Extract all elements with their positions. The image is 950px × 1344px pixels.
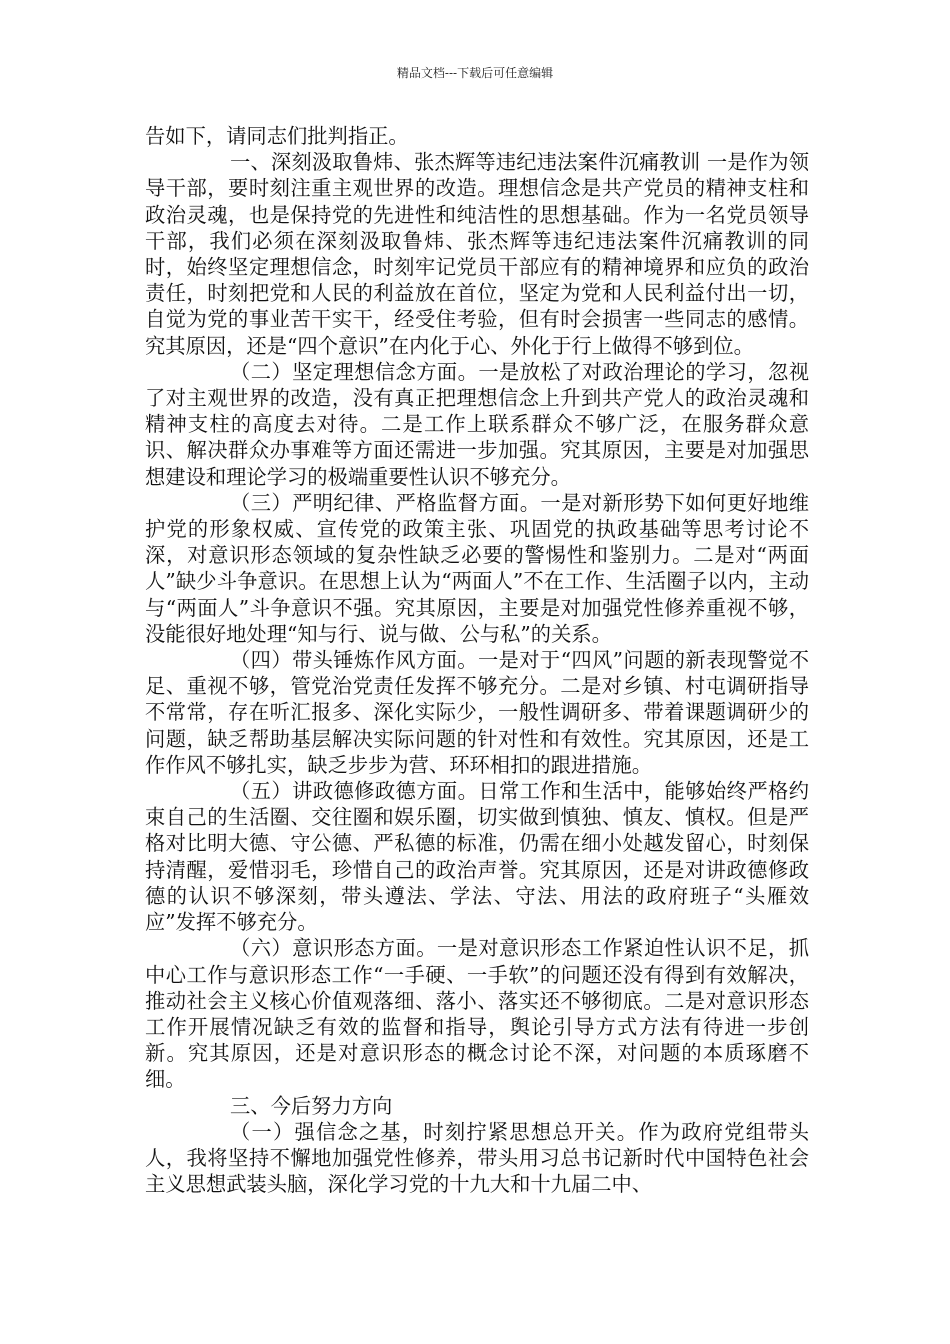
paragraph: （一）强信念之基，时刻拧紧思想总开关。作为政府党组带头人，我将坚持不懈地加强党性修养，带头用习总书记新时代中国特色社会主义思想武装头脑，深化学习党的十九大和十九届二中、 <box>145 1119 809 1197</box>
section-heading: 三、今后努力方向 <box>230 1093 393 1118</box>
paragraph: （五）讲政德修政德方面。日常工作和生活中，能够始终严格约束自己的生活圈、交往圈和娱乐圈，切实做到慎独、慎友、慎权。但是严格对比明大德、守公德、严私德的标准，仍需在细小处越发留心，时刻保持清醒，爱惜羽毛，珍惜自己的政治声誉。究其原因，还是对讲政德修政德的认识不够深刻，带头遵法、学法、守法、用法的政府班子“头雁效应”发挥不够充分。 <box>145 779 809 935</box>
paragraph: （四）带头锤炼作风方面。一是对于“四风”问题的新表现警觉不足、重视不够，管党治党责任发挥不够充分。二是对乡镇、村屯调研指导不常常，存在听汇报多、深化实际少，一般性调研多、带着课题调研少的问题，缺乏帮助基层解决实际问题的针对性和有效性。究其原因，还是工作作风不够扎实，缺乏步步为营、环环相扣的跟进措施。 <box>145 648 809 777</box>
paragraph: （六）意识形态方面。一是对意识形态工作紧迫性认识不足，抓中心工作与意识形态工作“一手硬、一手软”的问题还没有得到有效解决，推动社会主义核心价值观落细、落小、落实还不够彻底。二是对意识形态工作开展情况缺乏有效的监督和指导，舆论引导方式方法有待进一步创新。究其原因，还是对意识形态的概念讨论不深，对问题的本质琢磨不细。 <box>145 936 809 1092</box>
paragraph: 告如下，请同志们批判指正。 <box>145 124 409 148</box>
page-header: 精品文档---下载后可任意编辑 <box>396 66 554 80</box>
paragraph: 一、深刻汲取鲁炜、张杰辉等违纪违法案件沉痛教训 一是作为领导干部，要时刻注重主观世界的改造。理想信念是共产党员的精神支柱和政治灵魂，也是保持党的先进性和纯洁性的思想基础。作为一名党员领导干部，我们必须在深刻汲取鲁炜、张杰辉等违纪违法案件沉痛教训的同时，始终坚定理想信念，时刻牢记党员干部应有的精神境界和应负的政治责任，时刻把党和人民的利益放在首位，坚定为党和人民利益付出一切，自觉为党的事业苦干实干，经受住考验，但有时会损害一些同志的感情。究其原因，还是“四个意识”在内化于心、外化于行上做得不够到位。 <box>145 150 809 358</box>
paragraph: （三）严明纪律、严格监督方面。一是对新形势下如何更好地维护党的形象权威、宣传党的政策主张、巩固党的执政基础等思考讨论不深，对意识形态领域的复杂性缺乏必要的警惕性和鉴别力。二是对“两面人”缺少斗争意识。在思想上认为“两面人”不在工作、生活圈子以内，主动与“两面人”斗争意识不强。究其原因，主要是对加强党性修养重视不够，没能很好地处理“知与行、说与做、公与私”的关系。 <box>145 490 809 646</box>
document-body <box>145 123 809 1197</box>
paragraph: （二）坚定理想信念方面。一是放松了对政治理论的学习，忽视了对主观世界的改造，没有真正把理想信念上升到共产党人的政治灵魂和精神支柱的高度去对待。二是工作上联系群众不够广泛，在服务群众意识、解决群众办事难等方面还需进一步加强。究其原因，主要是对加强思想建设和理论学习的极端重要性认识不够充分。 <box>145 359 809 489</box>
